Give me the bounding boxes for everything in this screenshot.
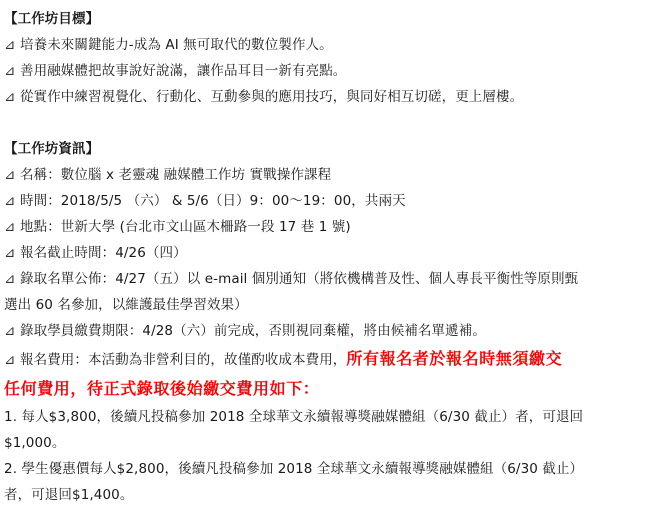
triangle-bullet-icon: ⊿ [4, 271, 16, 287]
goal-text: 培養未來關鍵能力-成為 AI 無可取代的數位製作人。 [20, 37, 333, 53]
section-spacer [4, 110, 665, 136]
triangle-bullet-icon: ⊿ [4, 193, 16, 209]
goal-item [4, 84, 665, 110]
info-item-name [4, 162, 665, 188]
triangle-bullet-icon: ⊿ [4, 245, 16, 261]
info-heading: 【工作坊資訊】 [4, 141, 100, 157]
info-item-time [4, 188, 665, 214]
info-text: 錄取學員繳費期限：4/28（六）前完成，否則視同棄權，將由候補名單遞補。 [20, 323, 486, 339]
info-text: 地點：世新大學 (台北市文山區木柵路一段 17 巷 1 號) [20, 219, 351, 235]
info-text: 錄取名單公佈：4/27（五）以 e-mail 個別通知（將依機構普及性、個人專長平衡性等原則甄 [20, 271, 579, 287]
triangle-bullet-icon: ⊿ [4, 63, 16, 79]
goals-heading: 【工作坊目標】 [4, 11, 100, 27]
fee-highlight-continued [4, 374, 665, 404]
info-item-fee [4, 344, 665, 374]
goal-text: 善用融媒體把故事說好說滿，讓作品耳目一新有亮點。 [20, 63, 347, 79]
info-item-place [4, 214, 665, 240]
fee-intro-text: 報名費用：本活動為非營利目的，故僅酌收成本費用， [20, 352, 347, 368]
info-item-announce [4, 266, 665, 292]
triangle-bullet-icon: ⊿ [4, 323, 16, 339]
info-text: 時間：2018/5/5 （六） & 5/6（日）9：00～19：00，共兩天 [20, 193, 406, 209]
fee-highlight-text: 所有報名者於報名時無須繳交 [346, 349, 563, 368]
triangle-bullet-icon: ⊿ [4, 89, 16, 105]
triangle-bullet-icon: ⊿ [4, 167, 16, 183]
info-item-deadline [4, 240, 665, 266]
fee-option-2-continued: 者，可退回$1,400。 [4, 487, 134, 503]
fee-option-2: 2. 學生優惠價每人$2,800，後續凡投稿參加 2018 全球華文永續報導獎融媒體組（6/30 截止） [4, 461, 584, 477]
info-text: 名稱：數位腦 x 老靈魂 融媒體工作坊 實戰操作課程 [20, 167, 332, 183]
info-text: 報名截止時間：4/26（四） [20, 245, 187, 261]
goal-text: 從實作中練習視覺化、行動化、互動參與的應用技巧，與同好相互切磋，更上層樓。 [20, 89, 524, 105]
info-item-payment-deadline [4, 318, 665, 344]
goal-item [4, 58, 665, 84]
fee-option-1: 1. 每人$3,800，後續凡投稿參加 2018 全球華文永續報導獎融媒體組（6/30 截止）者，可退回 [4, 409, 584, 425]
fee-highlight-text: 任何費用，待正式錄取後始繳交費用如下： [4, 379, 320, 398]
triangle-bullet-icon: ⊿ [4, 219, 16, 235]
info-item-announce-continued: 選出 60 名參加，以維護最佳學習效果） [4, 297, 248, 313]
triangle-bullet-icon: ⊿ [4, 37, 16, 53]
triangle-bullet-icon: ⊿ [4, 352, 16, 368]
goal-item [4, 32, 665, 58]
fee-option-1-continued: $1,000。 [4, 435, 66, 451]
